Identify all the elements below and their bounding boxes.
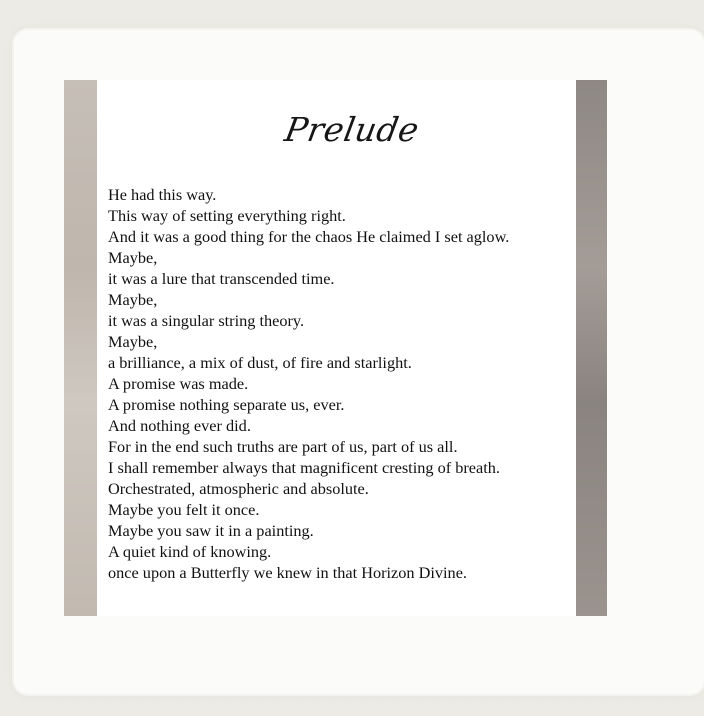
poem-line: A promise nothing separate us, ever.: [108, 395, 345, 414]
poem-line: Maybe,: [108, 248, 158, 267]
poem-line: Maybe,: [108, 332, 158, 351]
poem-title: Prelude: [281, 110, 423, 149]
left-decorative-bar: [64, 80, 97, 616]
poem-line: it was a singular string theory.: [108, 311, 305, 330]
poem-line: Maybe you saw it in a painting.: [108, 521, 314, 540]
poem-line: Maybe,: [108, 290, 158, 309]
poem-line: And it was a good thing for the chaos He claimed I set aglow.: [108, 227, 510, 246]
poem-body: [108, 184, 570, 583]
poem-line: I shall remember always that magnificent cresting of breath.: [108, 458, 500, 477]
poem-line: a brilliance, a mix of dust, of fire and starlight.: [108, 353, 412, 372]
poem-line: A quiet kind of knowing.: [108, 542, 272, 561]
poem-line: once upon a Butterfly we knew in that Horizon Divine.: [108, 563, 467, 582]
poem-line: For in the end such truths are part of us, part of us all.: [108, 437, 458, 456]
right-decorative-bar: [576, 80, 607, 616]
poem-line: A promise was made.: [108, 374, 249, 393]
poem-line: Orchestrated, atmospheric and absolute.: [108, 479, 369, 498]
poem-line: it was a lure that transcended time.: [108, 269, 335, 288]
poem-line: Maybe you felt it once.: [108, 500, 260, 519]
poem-line: This way of setting everything right.: [108, 206, 346, 225]
poem-line: He had this way.: [108, 185, 217, 204]
poem-line: And nothing ever did.: [108, 416, 251, 435]
